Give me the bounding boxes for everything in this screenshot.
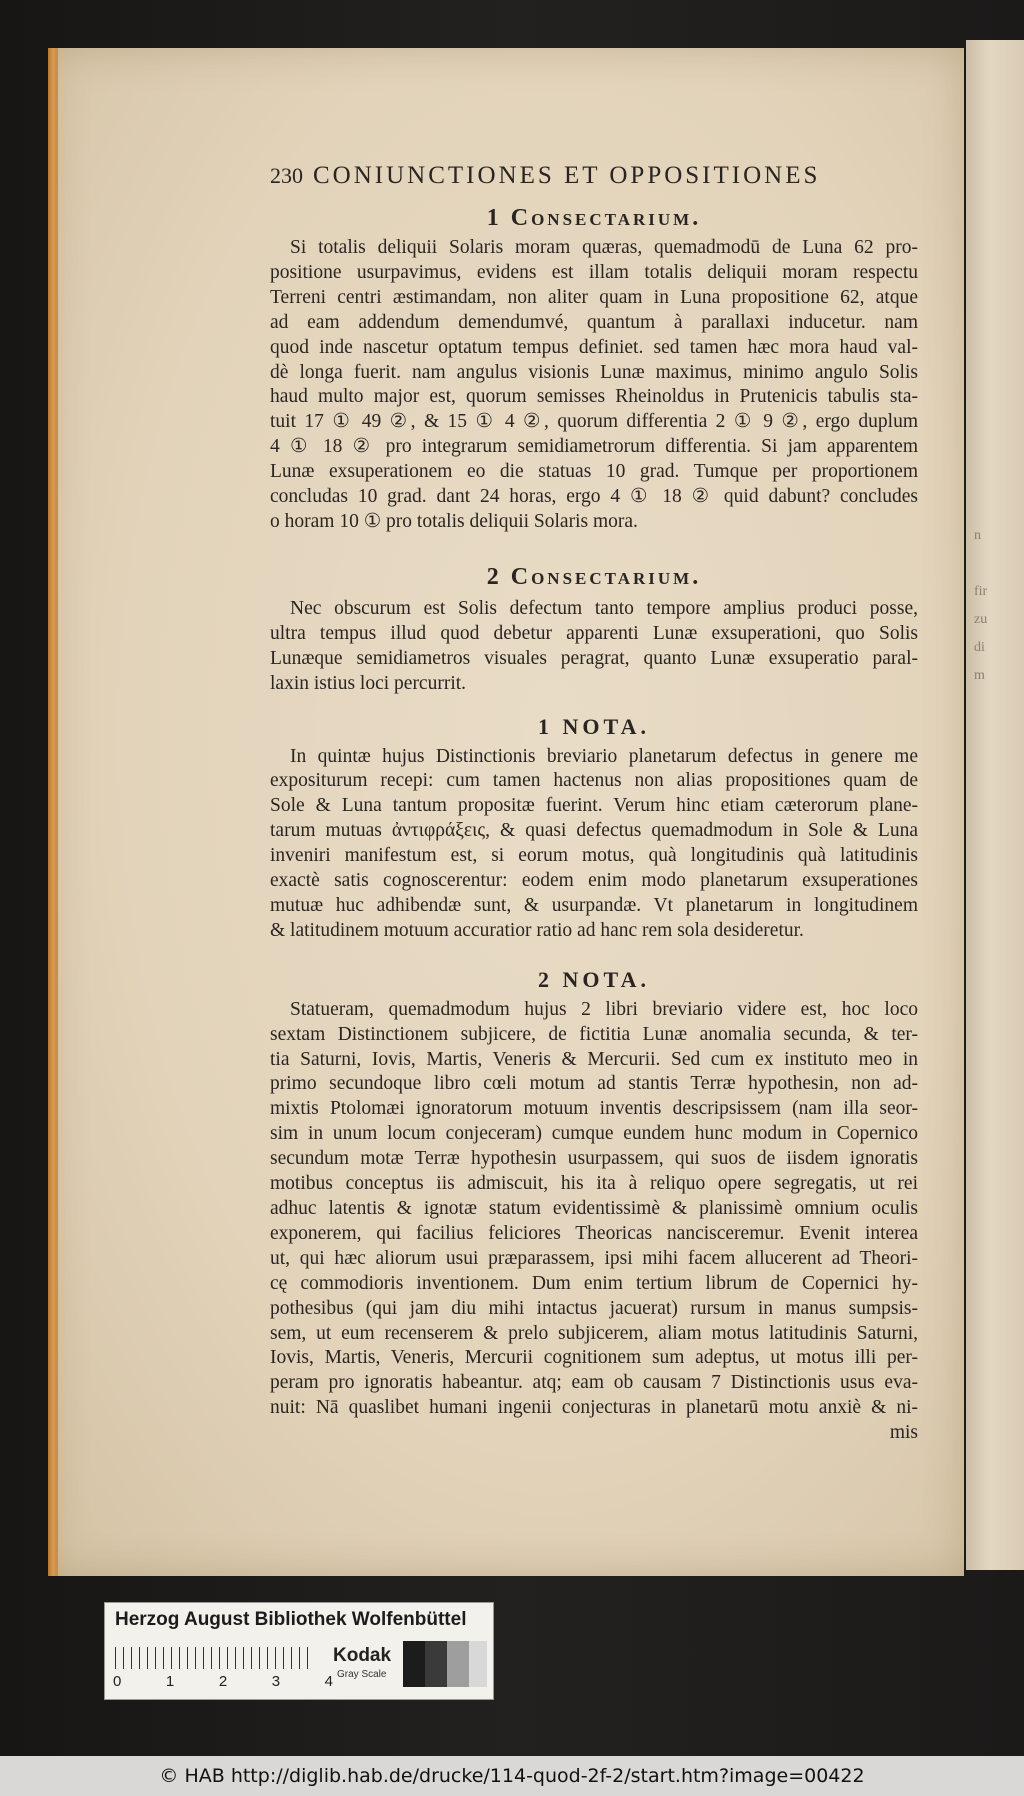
text-line: o horam 10 ① pro totalis deliquii Solaris mora. [270,510,638,532]
page-gilt-edge [48,48,58,1576]
folio: 230 [270,163,303,188]
running-head [270,162,918,196]
text-line: sextam Distinctionem subjicere, de fictitia Lunæ anomalia secunda, & ter- [270,1023,918,1045]
text-line: pothesibus (qui jam diu mihi intactus jacuerat) rursum in manus sumpsis- [270,1297,918,1319]
text-line: In quintæ hujus Distinctionis breviario planetarum defectus in genere me [290,745,918,767]
page-text [270,162,918,1446]
color-target [104,1602,494,1700]
text-line: Terreni centri æstimandam, non aliter quam in Luna propositione 62, atque [270,286,918,308]
paragraph-nota-2 [270,998,918,1446]
text-line: exactè satis cognoscerentur: eodem enim modo planetarum exsuperationes [270,870,918,892]
text-line: Iovis, Martis, Veneris, Mercurii cognitionem sum adeptus, ut motus illi per- [270,1347,918,1369]
gray-scale-label: Gray Scale [337,1669,387,1680]
text-line: Lunæque semidiametros visuales peragrat, quanto Lunæ exsuperatio paral- [270,647,918,669]
text-line: mixtis Ptolomæi ignoratorum motuum inventis descripsissem (nam illa seor- [270,1098,918,1120]
gray-patch [425,1641,447,1687]
kodak-label: Kodak [333,1645,392,1666]
text-line: secundum motæ Terræ hypothesin usurpassem, qui suos de iisdem ignoratis [270,1148,918,1170]
gray-patch [469,1641,487,1687]
section-heading-nota-1: 1 NOTA. [538,713,650,739]
text-line: laxin istius loci percurrit. [270,672,467,694]
text-line: nuit: Nā quaslibet humani ingenii conjecturas in planetarū motu anxiè & ni- [270,1397,918,1419]
text-line: primo secundoque libro cœli motum ad stantis Terræ hypothesin, non ad- [270,1073,918,1095]
text-line: tuit 17 ① 49 ②, & 15 ① 4 ②, quorum differentia 2 ① 9 ②, ergo duplum [270,411,918,433]
text-line: mutuæ huc adhibendæ sunt, & usurpandæ. Vt planetarum in longitudinem [270,894,918,916]
text-line: quod inde nascetur optatum tempus definiet. sed tamen hæc mora haud val- [270,336,918,358]
ruler-number: 1 [165,1673,175,1690]
gray-patch [447,1641,469,1687]
text-line: concludas 10 grad. dant 24 horas, ergo 4 ① 18 ② quid dabunt? concludes [270,486,918,508]
text-line: sem, ut eum recenserem & prelo subjicerem, aliam motus latitudinis Saturni, [270,1322,918,1344]
facing-page-fragments: n fir zu di m [974,528,988,683]
text-line: ad eam addendum demendumvé, quantum à parallaxi inducetur. nam [270,311,918,333]
gray-patch [403,1641,425,1687]
text-line: expositurum recepi: cum tamen hactenus non alias propositiones quam de [270,770,918,792]
ruler-scale [115,1647,315,1669]
text-line: sim in unum locum conjeceram) cumque eundem hunc modum in Copernico [270,1123,918,1145]
text-line: haud multo major est, quorum semisses Rheinoldus in Prutenicis tabulis sta- [270,386,918,408]
ruler-number: 4 [324,1673,333,1690]
text-line: 4 ① 18 ② pro integrarum semidiametrorum differentia. Si jam apparentem [270,436,918,458]
paragraph-consectarium-2 [270,597,918,697]
text-line: & latitudinem motuum accuratior ratio ad hanc rem sola desideretur. [270,919,804,941]
footer-text: © HAB http://diglib.hab.de/drucke/114-quod-2f-2/start.htm?image=00422 [159,1765,865,1787]
text-line: ultra tempus illud quod debetur apparenti Lunæ exsuperationi, quo Solis [270,622,918,644]
text-line: dè longa fuerit. nam angulus visionis Lunæ maximus, minimo angulo Solis [270,361,918,383]
text-line: adhuc latentis & ignotæ statum evidentissimè & planissimè omnium oculis [270,1198,918,1219]
text-line: exponerem, qui facilius feliciores Theoricas nancisceremur. Evenit interea [270,1222,918,1244]
ruler-number: 3 [271,1673,281,1690]
paragraph-nota-1 [270,745,918,944]
text-line: tia Saturni, Iovis, Martis, Veneris & Mercurii. Sed cum ex instituto meo in [270,1048,918,1070]
text-line: inveniri manifestum est, si eorum motus, quà longitudinis quà latitudinis [270,845,918,867]
ruler-numbers [113,1673,333,1690]
text-line: cę commodioris inventionem. Dum enim tertium librum de Copernici hy- [270,1272,918,1294]
text-line: motibus conceptus iis admiscuit, his ita à reliquo opere segregatis, ut rei [270,1173,918,1195]
target-title: Herzog August Bibliothek Wolfenbüttel [115,1609,467,1630]
section-heading-nota-2: 2 NOTA. [538,966,650,992]
ruler-number: 0 [113,1673,122,1690]
running-title: CONIUNCTIONES ET OPPOSITIONES [313,162,821,189]
copyright-footer [0,1756,1024,1796]
ruler-number: 2 [218,1673,228,1690]
section-heading-consectarium-1: 1 Consectarium. [486,205,702,231]
text-line: Lunæ exsuperationem eo die statuas 10 grad. Tumque per proportionem [270,461,918,483]
catchword: mis [889,1422,918,1444]
text-line: Nec obscurum est Solis defectum tanto tempore amplius produci posse, [290,597,918,619]
section-heading-consectarium-2: 2 Consectarium. [486,563,702,590]
text-line: Sole & Luna tantum propositæ fuerint. Verum hinc etiam cæterorum plane- [270,795,918,817]
text-line: tarum mutuas ἀντιφράξεις, & quasi defectus quemadmodum in Sole & Luna [270,820,918,842]
text-line: peram pro ignoratis habeantur. atq; eam ob causam 7 Distinctionis usus eva- [270,1372,918,1394]
text-line: positione usurpavimus, evidens est illam totalis deliquii moram respectu [270,261,918,283]
paragraph-consectarium-1 [270,236,918,535]
text-line: ut, qui hæc aliorum usui præparassem, ipsi mihi facem allucerent ad Theori- [270,1247,918,1269]
text-line: Statueram, quemadmodum hujus 2 libri breviario videre est, hoc loco [290,998,918,1020]
text-line: Si totalis deliquii Solaris moram quæras, quemadmodū de Luna 62 pro- [290,237,918,258]
